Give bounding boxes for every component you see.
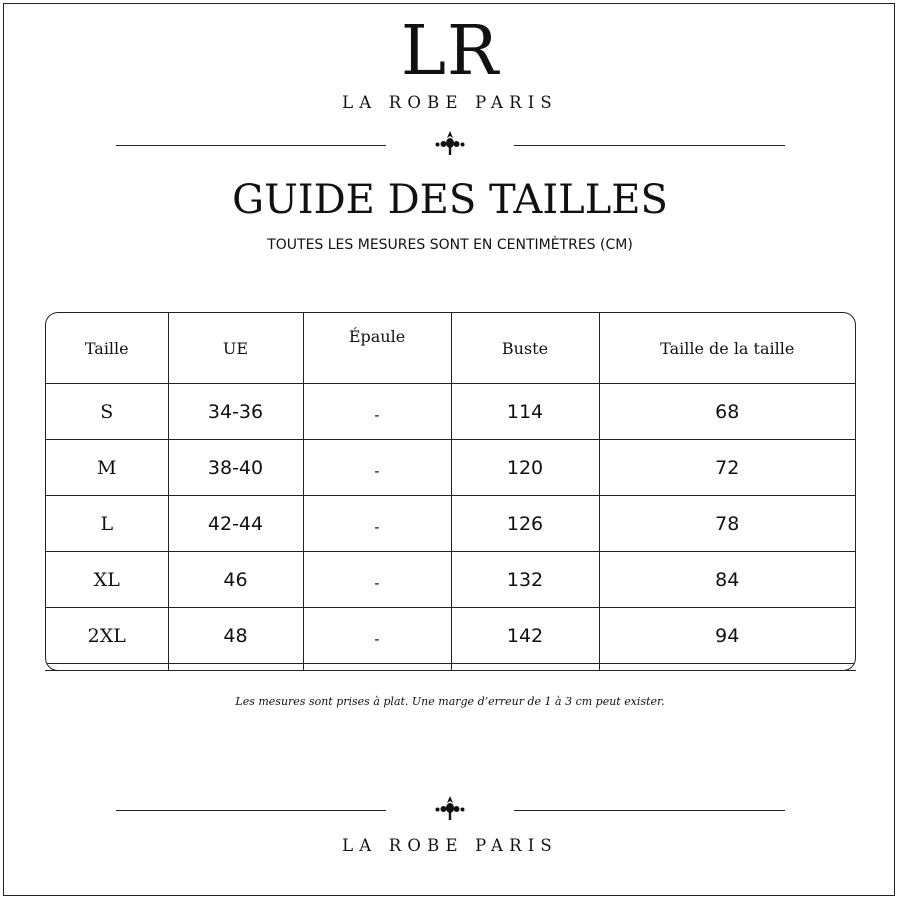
size-table bbox=[45, 312, 856, 671]
cell-size: M bbox=[46, 440, 168, 496]
divider-left bbox=[116, 145, 386, 146]
page-subtitle: TOUTES LES MESURES SONT EN CENTIMÈTRES (CM) bbox=[267, 237, 633, 253]
table-row bbox=[46, 496, 855, 552]
column-header-waist: Taille de la taille bbox=[599, 313, 855, 384]
table-row bbox=[46, 384, 855, 440]
cell-eu: 38-40 bbox=[168, 440, 303, 496]
cell-waist: 78 bbox=[599, 496, 855, 552]
brand-logo: LR bbox=[400, 12, 500, 91]
cell-eu: 34-36 bbox=[168, 384, 303, 440]
cell-eu: 42-44 bbox=[168, 496, 303, 552]
cell-bust: 120 bbox=[451, 440, 599, 496]
cell-shoulder: - bbox=[303, 552, 451, 608]
footer-brand-name: LA ROBE PARIS bbox=[342, 836, 558, 855]
footer-divider-right bbox=[514, 810, 785, 811]
cell-shoulder: - bbox=[303, 608, 451, 664]
page-title: GUIDE DES TAILLES bbox=[232, 177, 668, 223]
cell-size: S bbox=[46, 384, 168, 440]
table-header-row bbox=[46, 313, 855, 384]
measurement-note: Les mesures sont prises à plat. Une marge d’erreur de 1 à 3 cm peut exister. bbox=[235, 695, 665, 708]
column-header-size: Taille bbox=[46, 313, 168, 384]
cell-eu: 48 bbox=[168, 608, 303, 664]
cell-waist: 68 bbox=[599, 384, 855, 440]
column-header-shoulder: Épaule bbox=[303, 313, 451, 384]
cell-shoulder: - bbox=[303, 496, 451, 552]
cell-size: L bbox=[46, 496, 168, 552]
divider-right bbox=[514, 145, 785, 146]
table-baseline bbox=[45, 670, 856, 671]
footer-divider-left bbox=[116, 810, 386, 811]
cell-bust: 126 bbox=[451, 496, 599, 552]
cell-bust: 132 bbox=[451, 552, 599, 608]
cell-waist: 94 bbox=[599, 608, 855, 664]
column-header-eu: UE bbox=[168, 313, 303, 384]
cell-shoulder: - bbox=[303, 440, 451, 496]
fleur-de-lis-ornament-icon bbox=[433, 795, 467, 821]
cell-bust: 114 bbox=[451, 384, 599, 440]
table-row bbox=[46, 440, 855, 496]
cell-size: 2XL bbox=[46, 608, 168, 664]
cell-shoulder: - bbox=[303, 384, 451, 440]
cell-size: XL bbox=[46, 552, 168, 608]
cell-waist: 84 bbox=[599, 552, 855, 608]
fleur-de-lis-ornament-icon bbox=[433, 130, 467, 156]
table-row bbox=[46, 552, 855, 608]
cell-eu: 46 bbox=[168, 552, 303, 608]
table-row bbox=[46, 608, 855, 664]
column-header-bust: Buste bbox=[451, 313, 599, 384]
brand-name: LA ROBE PARIS bbox=[342, 93, 558, 112]
cell-bust: 142 bbox=[451, 608, 599, 664]
cell-waist: 72 bbox=[599, 440, 855, 496]
